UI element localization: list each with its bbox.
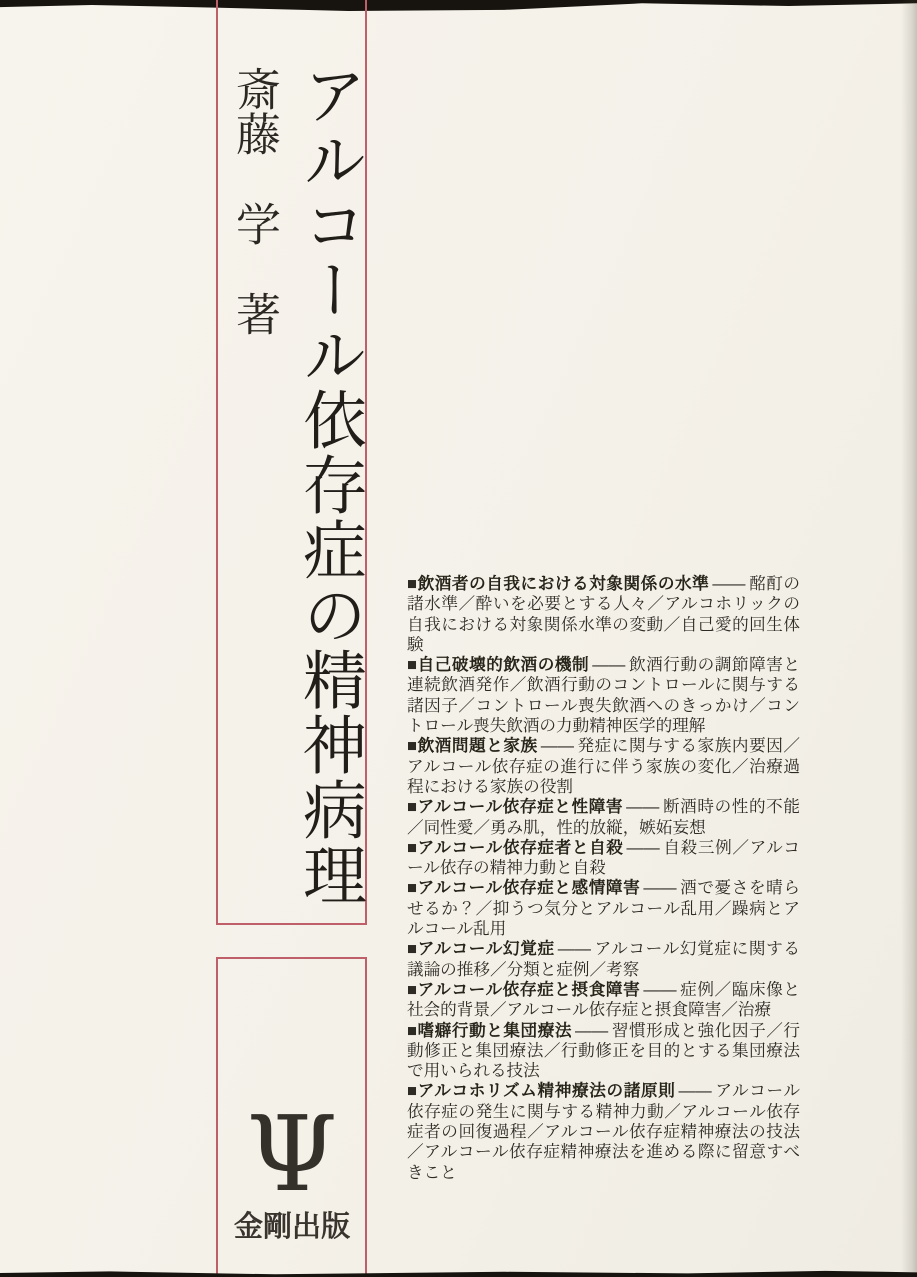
scan-edge-top [0,0,917,11]
toc-section [407,1081,800,1182]
section-bullet-icon: ■ [407,797,418,817]
section-body: 酩酊の諸水準／酔いを必要とする人々／アルコホリックの自我における対象関係水準の変動／自己愛的回生体験 [407,574,800,654]
author-name: 斎藤 学 著 [228,66,281,336]
toc-section [407,838,800,879]
section-body: 習慣形成と強化因子／行動修正と集団療法／行動修正を目的とする集団療法で用いられる技法 [407,1020,801,1081]
section-heading: アルコホリズム精神療法の諸原則 [417,1081,676,1101]
section-heading: 飲酒問題と家族 [417,736,538,756]
section-bullet-icon: ■ [407,939,418,959]
toc-section [407,878,800,939]
section-heading: アルコール依存症と性障害 [417,797,624,817]
section-dash: ―― [678,1081,712,1101]
toc-section [407,1021,800,1082]
psi-logo-icon: Ψ [246,1093,338,1215]
toc-section [407,939,800,980]
section-dash: ―― [626,797,660,817]
section-body: 自殺三例／アルコール依存の精神力動と自殺 [407,837,800,878]
section-body: 発症に関与する家族内要因／アルコール依存症の進行に伴う家族の変化／治療過程における家族の役割 [407,736,800,796]
section-body: 飲酒行動の調節障害と連続飲酒発作／飲酒行動のコントロールに関与する諸因子／コントロール喪失飲酒へのきっかけ／コントロール喪失飲酒の力動精神医学的理解 [407,655,800,736]
section-heading: アルコール依存症と摂食障害 [417,979,641,999]
toc-section [407,574,800,655]
section-dash: ―― [592,655,626,675]
section-dash: ―― [575,1020,609,1040]
section-bullet-icon: ■ [407,837,418,857]
section-dash: ―― [540,736,574,756]
section-heading: 自己破壊的飲酒の機制 [417,655,590,675]
section-bullet-icon: ■ [407,878,418,898]
section-bullet-icon: ■ [407,655,418,675]
section-body: 酒で憂さを晴らせるか？／抑うつ気分とアルコール乱用／躁病とアルコール乱用 [407,878,800,939]
scan-edge-bottom [0,1268,917,1277]
section-heading: 飲酒者の自我における対象関係の水準 [417,574,710,593]
toc-section [407,980,800,1021]
section-body: 症例／臨床像と社会的背景／アルコール依存症と摂食障害／治療 [407,979,800,1020]
section-bullet-icon: ■ [407,979,418,999]
section-heading: アルコール依存症者と自殺 [417,837,624,857]
section-heading: アルコール幻覚症 [417,939,555,959]
section-dash: ―― [557,939,591,959]
section-dash: ―― [712,574,746,593]
page-curl-shadow [901,0,917,1277]
toc-section [407,655,800,736]
toc-sections [407,574,800,1183]
section-bullet-icon: ■ [407,736,418,756]
section-bullet-icon: ■ [407,1081,418,1101]
section-heading: アルコール依存症と感情障害 [417,878,641,898]
section-bullet-icon: ■ [407,574,418,593]
section-dash: ―― [643,979,677,999]
book-title: アルコール依存症の精神病理 [292,62,366,907]
section-body: 断酒時の性的不能／同性愛／勇み肌，性的放縦，嫉妬妄想 [407,797,800,837]
section-body: アルコール幻覚症に関する議論の推移／分類と症例／考察 [407,939,800,979]
section-heading: 嗜癖行動と集団療法 [417,1020,573,1040]
section-dash: ―― [643,878,677,898]
section-dash: ―― [626,837,660,857]
toc-section [407,797,800,838]
section-bullet-icon: ■ [407,1020,418,1040]
section-body: アルコール依存症の発生に関与する精神力動／アルコール依存症者の回復過程／アルコール依存症精神療法の技法／アルコール依存症精神療法を進める際に留意すべきこと [407,1081,800,1182]
toc-section [407,736,800,797]
publisher-name: 金剛出版 [233,1209,350,1243]
